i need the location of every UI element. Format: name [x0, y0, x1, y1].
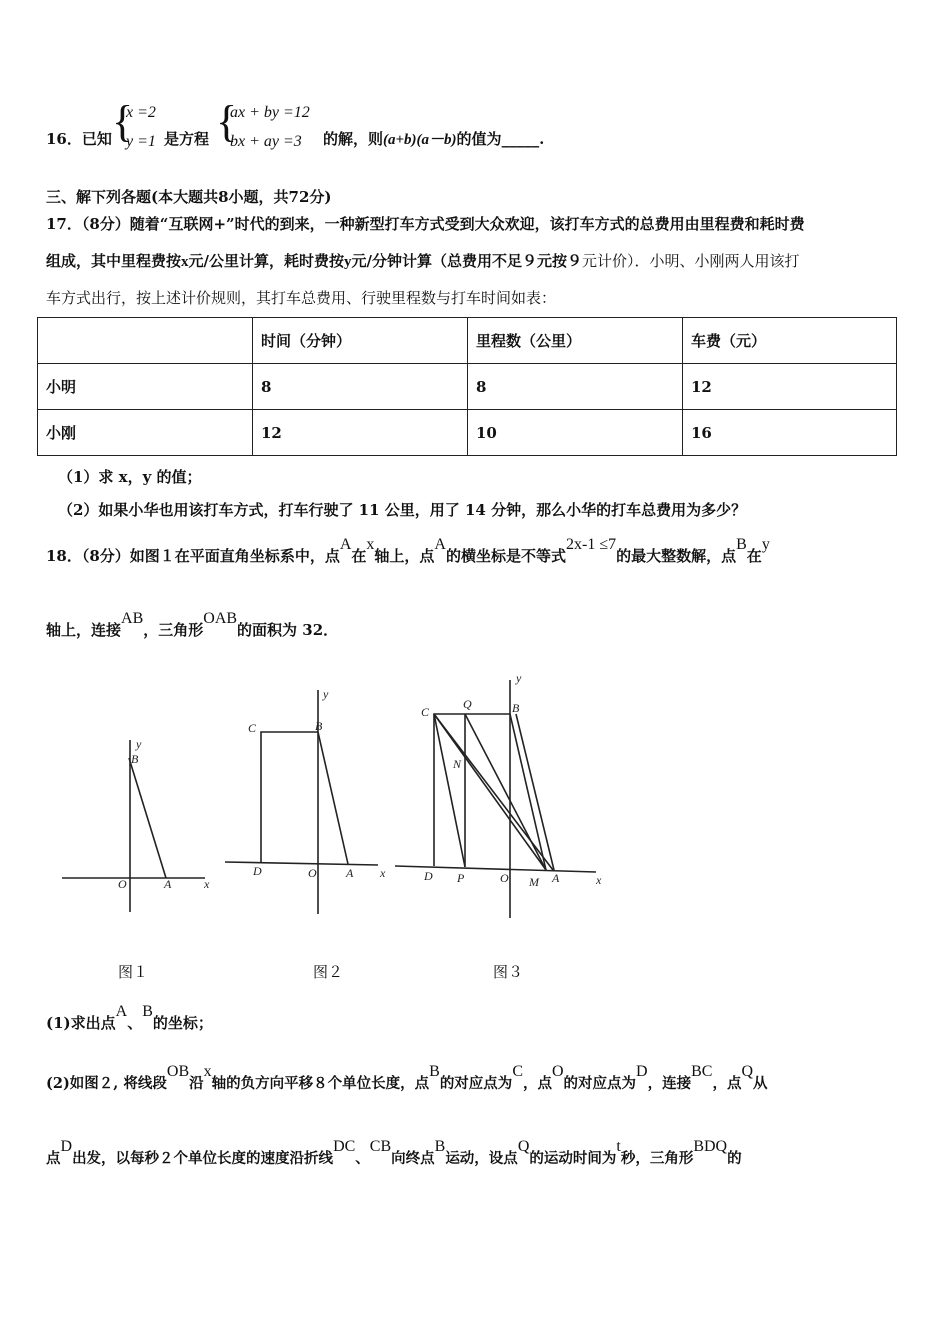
table-header-cell: [38, 318, 253, 364]
fig2-rect-DCB: [261, 732, 318, 862]
q18-point-A-2: A: [434, 536, 446, 553]
q18-s2a: (2)如图２, 将线段: [46, 1075, 167, 1092]
q17-line2a: 组成，其中里程费按: [46, 252, 182, 270]
fig3-label: P: [457, 871, 465, 885]
q18-s1-sep: 、: [127, 1014, 143, 1032]
q18-tri-BDQ: BDQ: [693, 1138, 728, 1155]
q18-point-B: B: [736, 536, 747, 553]
figure-3-caption: 图３: [493, 963, 524, 981]
table-header-cell: 车费（元）: [683, 318, 897, 364]
fig3-rect-DCB: [434, 714, 510, 866]
fig2-segment-BA: [318, 732, 348, 864]
table-cell: 16: [683, 410, 897, 456]
table-header-cell: 时间（分钟）: [253, 318, 468, 364]
q16-end: .: [539, 130, 545, 148]
q16-tail-b: 的值为: [456, 130, 502, 148]
fig1-label: x: [204, 877, 210, 891]
q17-var-x: x: [181, 254, 189, 270]
q18-s3e: 运动，设点: [445, 1150, 518, 1167]
fare-table: [37, 317, 897, 456]
q18-p5: 的最大整数解，点: [616, 547, 737, 565]
q18-s2e: ，点: [522, 1075, 552, 1092]
q16-brace-1: {: [112, 97, 134, 146]
q18-s3-point-Q: Q: [517, 1138, 530, 1155]
q18-s2c: 轴的负方向平移８个单位长度，点: [211, 1075, 430, 1092]
q18-s2d: 的对应点为: [439, 1075, 513, 1092]
q16-expr: (a+b)(a－b): [383, 132, 457, 148]
fig1-label: B: [131, 752, 139, 766]
fig1-label: O: [118, 877, 127, 891]
table-cell: 10: [468, 410, 683, 456]
fig3-label: C: [421, 705, 430, 719]
q18-point-O: O: [551, 1063, 564, 1080]
q18-line1: [46, 536, 770, 566]
q18-s2-axis-x: x: [203, 1063, 212, 1080]
q18-s2g: ，连接: [647, 1075, 692, 1092]
fig3-label: O: [500, 871, 509, 885]
q16-sys1: ax + by =12: [230, 104, 310, 121]
q16-eq2: y =1: [126, 133, 156, 150]
q18-s1a: (1)求出点: [46, 1014, 116, 1032]
fig3-label: M: [529, 875, 539, 889]
q18-sub2: [46, 1063, 768, 1093]
q16-tail: [323, 128, 544, 149]
fig2-label: x: [380, 866, 386, 880]
fig1-label: A: [164, 877, 172, 891]
table-row: [38, 364, 897, 410]
q16-number: 16．已知: [46, 130, 112, 148]
q18-p1: 18．（8分）如图１在平面直角坐标系中，点: [46, 547, 340, 565]
q18-s2h: ，点: [712, 1075, 742, 1092]
fig2-x-axis: [225, 862, 378, 865]
q18-s3-point-D: D: [60, 1138, 73, 1155]
q16-blank: _____: [501, 130, 540, 148]
q18-p4: 的横坐标是不等式: [445, 547, 566, 565]
q17-line2b: 元/公里计算，耗时费按: [188, 252, 344, 270]
q18-line2: [46, 610, 339, 640]
figure-1-caption: 图１: [118, 963, 149, 981]
q18-s3c: 、: [355, 1150, 370, 1167]
q18-p2: 在: [351, 547, 367, 565]
q18-point-Q: Q: [741, 1063, 754, 1080]
q18-seg-BC: BC: [691, 1063, 713, 1080]
q18-p8: ，三角形: [143, 621, 204, 639]
q18-s3h: 的: [727, 1150, 742, 1167]
table-header-row: [38, 318, 897, 364]
q17-line3: 车方式出行，按上述计价规则，其打车总费用、行驶里程数与打车时间如表：: [46, 289, 557, 307]
table-row: [38, 410, 897, 456]
q18-s3d: 向终点: [391, 1150, 435, 1167]
q18-s3b: 出发，以每秒２个单位长度的速度沿折线: [72, 1150, 334, 1167]
fig1-label: y: [136, 737, 142, 751]
table-cell: 12: [253, 410, 468, 456]
q16-mid: 是方程: [164, 130, 210, 148]
q18-p7: 轴上，连接: [46, 621, 122, 639]
q18-seg-DC: DC: [333, 1138, 356, 1155]
q16-eq1: x =2: [126, 104, 156, 121]
fig2-label: C: [248, 721, 257, 735]
table-cell: 8: [468, 364, 683, 410]
q18-s3f: 的运动时间为: [529, 1150, 617, 1167]
q18-point-C: C: [512, 1063, 523, 1080]
q17-line2d: 元计价）．小明、小刚两人用该打: [581, 252, 800, 270]
q18-s1-point-A: A: [115, 1003, 128, 1020]
q17-line1: 17．（8分）随着“互联网+”时代的到来，一种新型打车方式受到大众欢迎，该打车方式的总费用由里程费和耗时费: [46, 215, 805, 233]
q17-sub2: （2）如果小华也用该打车方式，打车行驶了 11 公里，用了 14 分钟，那么小华的打车总费用为多少？: [58, 501, 747, 519]
figures: [0, 660, 950, 920]
q18-s2f: 的对应点为: [563, 1075, 637, 1092]
q17-line2: [46, 250, 800, 271]
q18-seg-OB: OB: [166, 1063, 190, 1080]
q18-seg-AB: AB: [121, 610, 144, 627]
q17-sub1: （1）求 x，y 的值；: [58, 468, 202, 486]
q18-p6: 在: [746, 547, 762, 565]
q18-s1b: 的坐标；: [152, 1014, 213, 1032]
section-3-heading: 三、解下列各题(本大题共8小题，共72分): [46, 188, 332, 206]
table-cell: 小明: [38, 364, 253, 410]
q16-brace-2: {: [216, 97, 238, 146]
fig3-label: Q: [463, 697, 472, 711]
table-cell: 小刚: [38, 410, 253, 456]
fig2-label: O: [308, 866, 317, 880]
q18-point-D: D: [636, 1063, 648, 1080]
q18-tri-OAB: OAB: [203, 610, 238, 627]
q18-s3-point-B: B: [434, 1138, 446, 1155]
q18-sub2-cont: [46, 1138, 742, 1168]
table-cell: 12: [683, 364, 897, 410]
figure-2-caption: 图２: [313, 963, 344, 981]
q16-sys2: bx + ay =3: [230, 133, 302, 150]
q18-s2-point-B: B: [429, 1063, 440, 1080]
table-header-cell: 里程数（公里）: [468, 318, 683, 364]
q18-seg-CB: CB: [369, 1138, 392, 1155]
fig2-label: D: [253, 864, 262, 878]
q16-line: [46, 128, 112, 149]
fig1-segment-AB: [129, 758, 166, 878]
q18-p3: 轴上，点: [374, 547, 435, 565]
q18-s3g: 秒，三角形: [620, 1150, 694, 1167]
fig3-label: x: [596, 873, 602, 887]
q18-axis-x: x: [366, 536, 375, 553]
q18-inequality: 2x-1 ≤7: [566, 536, 617, 553]
fig2-label: y: [323, 687, 329, 701]
q17-var-y: y: [344, 254, 352, 270]
fig3-label: N: [453, 757, 462, 771]
q17-line2c: 元/分钟计算（总费用不足９元按９: [351, 252, 582, 270]
fig3-label: D: [424, 869, 433, 883]
table-cell: 8: [253, 364, 468, 410]
q18-p9: 的面积为 32．: [237, 621, 339, 639]
q18-s1-point-B: B: [142, 1003, 153, 1020]
fig3-label: B: [512, 701, 520, 715]
q16-tail-a: 的解，则: [323, 130, 384, 148]
fig3-label: y: [516, 671, 522, 685]
q18-s2i: 从: [753, 1075, 768, 1092]
q18-var-t: t: [616, 1138, 621, 1155]
q18-point-A: A: [339, 536, 352, 553]
fig3-label: A: [552, 871, 560, 885]
q18-axis-y: y: [761, 536, 770, 553]
fig2-label: A: [346, 866, 354, 880]
q18-s3a: 点: [46, 1150, 61, 1167]
q18-sub1: [46, 1003, 213, 1033]
fig2-label: B: [315, 719, 323, 733]
q18-s2b: 沿: [189, 1075, 204, 1092]
